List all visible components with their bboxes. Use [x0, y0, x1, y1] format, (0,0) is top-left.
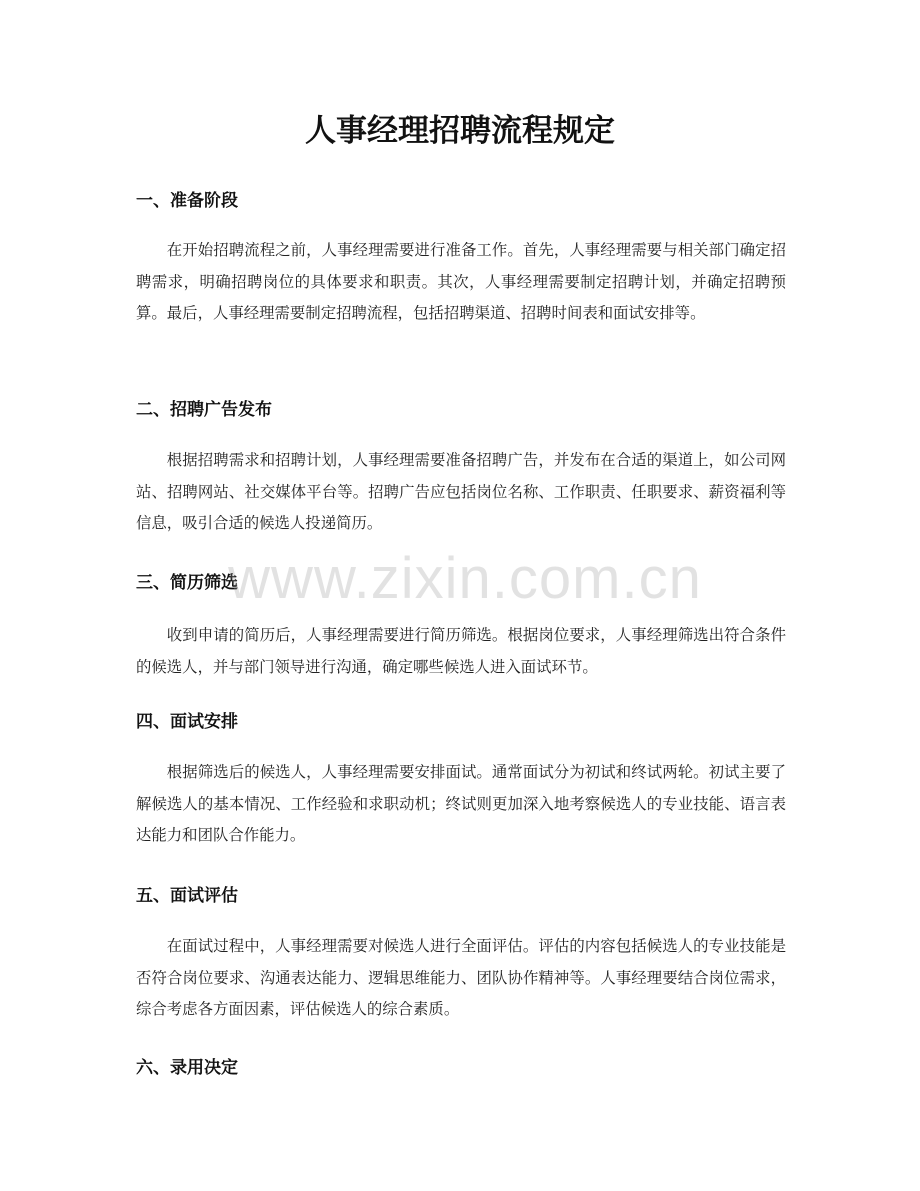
section-paragraph: 在面试过程中，人事经理需要对候选人进行全面评估。评估的内容包括候选人的专业技能是否符合岗位要求、沟通表达能力、逻辑思维能力、团队协作精神等。人事经理要结合岗位需求，综合考虑各方面因素，评估候选人的综合素质。	[136, 937, 786, 1018]
section-heading: 二、招聘广告发布	[136, 400, 272, 420]
section-paragraph: 收到申请的简历后，人事经理需要进行简历筛选。根据岗位要求，人事经理筛选出符合条件的候选人，并与部门领导进行沟通，确定哪些候选人进入面试环节。	[136, 626, 786, 676]
section-heading: 四、面试安排	[136, 712, 238, 732]
watermark-text: www.zixin.com.cn	[228, 546, 702, 611]
section-paragraph: 根据筛选后的候选人，人事经理需要安排面试。通常面试分为初试和终试两轮。初试主要了解候选人的基本情况、工作经验和求职动机；终试则更加深入地考察候选人的专业技能、语言表达能力和团队合作能力。	[136, 763, 786, 844]
section-heading: 一、准备阶段	[136, 191, 238, 211]
section-paragraph: 根据招聘需求和招聘计划，人事经理需要准备招聘广告，并发布在合适的渠道上，如公司网站、招聘网站、社交媒体平台等。招聘广告应包括岗位名称、工作职责、任职要求、薪资福利等信息，吸引合适的候选人投递简历。	[136, 451, 786, 532]
section-heading: 六、录用决定	[136, 1058, 238, 1078]
section-heading: 五、面试评估	[136, 886, 238, 906]
document-title: 人事经理招聘流程规定	[305, 113, 615, 149]
section-heading: 三、简历筛选	[136, 573, 238, 593]
section-paragraph: 在开始招聘流程之前，人事经理需要进行准备工作。首先，人事经理需要与相关部门确定招聘需求，明确招聘岗位的具体要求和职责。其次，人事经理需要制定招聘计划，并确定招聘预算。最后，人事经理需要制定招聘流程，包括招聘渠道、招聘时间表和面试安排等。	[136, 241, 786, 322]
